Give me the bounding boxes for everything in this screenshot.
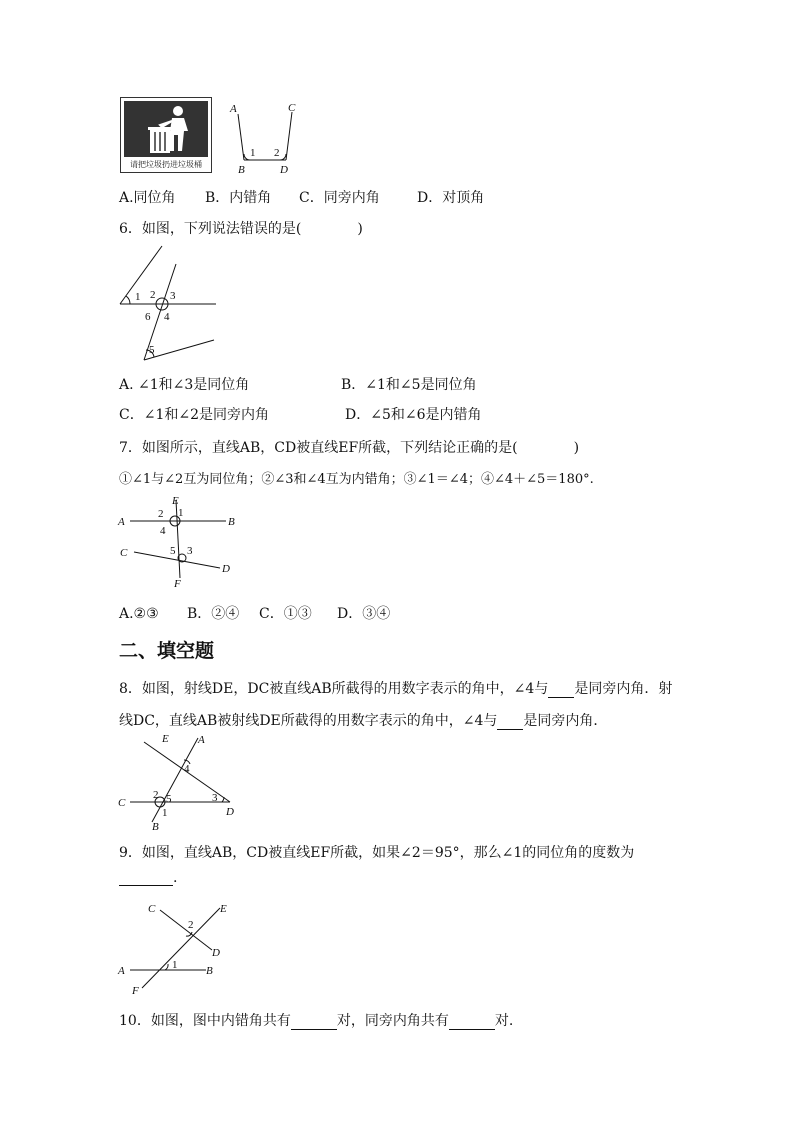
q9-line2-end: . xyxy=(173,870,178,886)
label-A: A xyxy=(118,516,125,528)
q10-blank-1[interactable] xyxy=(291,1015,337,1030)
q7-figure xyxy=(118,494,238,590)
label-E: E xyxy=(162,733,169,745)
q10-text-b: 对，同旁内角共有 xyxy=(336,1013,449,1029)
q5-figure xyxy=(228,100,298,176)
label-A: A xyxy=(198,734,205,746)
label-angle-5: 5 xyxy=(149,344,155,356)
label-angle-1: 1 xyxy=(172,959,178,971)
label-E: E xyxy=(172,495,179,507)
q9-blank[interactable] xyxy=(119,871,173,886)
q10-line xyxy=(119,1010,513,1030)
label-A: A xyxy=(118,965,125,977)
q5-option-c[interactable]: C．同旁内角 xyxy=(299,190,380,206)
label-C: C xyxy=(148,903,156,915)
q6-option-d[interactable]: D．∠5和∠6是内错角 xyxy=(345,407,482,423)
q7-options xyxy=(119,603,390,623)
label-D: D xyxy=(280,164,288,176)
q8-text-2a: 线DC，直线AB被射线DE所截得的用数字表示的角中，∠4与 xyxy=(119,713,498,729)
q8-blank-2[interactable] xyxy=(497,715,523,730)
label-angle-4: 4 xyxy=(164,311,170,323)
q10-text-c: 对. xyxy=(494,1013,514,1029)
q6-figure xyxy=(116,244,226,362)
q7-option-b[interactable]: B．②④ xyxy=(187,606,240,622)
label-angle-2: 2 xyxy=(188,919,194,931)
label-D: D xyxy=(212,947,220,959)
q6-stem: 6．如图，下列说法错误的是( ) xyxy=(119,221,363,237)
q8-figure xyxy=(118,730,248,833)
label-angle-1: 1 xyxy=(135,291,141,303)
label-angle-2: 2 xyxy=(153,789,159,801)
label-angle-4: 4 xyxy=(184,763,190,775)
label-angle-4: 4 xyxy=(160,525,166,537)
label-angle-5: 5 xyxy=(170,545,176,557)
label-B: B xyxy=(206,965,213,977)
label-D: D xyxy=(226,806,234,818)
label-D: D xyxy=(222,563,230,575)
sign-caption: 请把垃圾扔进垃圾桶 xyxy=(130,160,202,169)
q5-option-a[interactable]: A.同位角 xyxy=(119,190,176,206)
label-angle-5: 5 xyxy=(166,793,172,805)
label-B: B xyxy=(238,164,245,176)
label-angle-3: 3 xyxy=(170,290,176,302)
label-F: F xyxy=(132,985,139,997)
section-heading: 二、填空题 xyxy=(119,640,215,662)
q8-blank-1[interactable] xyxy=(548,683,574,698)
q6-option-b[interactable]: B．∠1和∠5是同位角 xyxy=(341,377,477,393)
q7-option-a[interactable]: A.②③ xyxy=(119,606,159,622)
label-C: C xyxy=(120,547,128,559)
q7-stem: 7．如图所示，直线AB，CD被直线EF所截，下列结论正确的是( ) xyxy=(119,440,580,456)
sign-pictogram xyxy=(124,101,208,157)
label-C: C xyxy=(288,102,296,114)
label-angle-3: 3 xyxy=(187,545,193,557)
q9-line2 xyxy=(119,870,177,886)
person-trash-icon xyxy=(124,101,208,157)
q6-option-a[interactable]: A. ∠1和∠3是同位角 xyxy=(119,377,250,393)
q5-option-b[interactable]: B．内错角 xyxy=(205,190,272,206)
q9-figure xyxy=(118,900,238,1000)
q8-text-1b: 是同旁内角．射 xyxy=(574,681,673,697)
q5-options xyxy=(119,187,484,207)
q10-text-a: 10．如图，图中内错角共有 xyxy=(119,1013,291,1029)
q5-option-d[interactable]: D．对顶角 xyxy=(417,190,485,206)
q8-line2 xyxy=(119,710,607,730)
q7-option-c[interactable]: C．①③ xyxy=(259,606,312,622)
label-A: A xyxy=(230,103,237,115)
label-angle-2: 2 xyxy=(150,289,156,301)
label-angle-1: 1 xyxy=(162,807,168,819)
label-angle-1: 1 xyxy=(250,147,256,159)
q8-text-2b: 是同旁内角． xyxy=(523,713,608,729)
q9-line1: 9．如图，直线AB，CD被直线EF所截，如果∠2＝95°，那么∠1的同位角的度数为 xyxy=(119,845,635,861)
label-B: B xyxy=(228,516,235,528)
label-B: B xyxy=(152,821,159,833)
q10-blank-2[interactable] xyxy=(449,1015,495,1030)
q6-options-row2 xyxy=(119,404,482,424)
label-E: E xyxy=(220,903,227,915)
q6-options-row1 xyxy=(119,374,477,394)
q8-line1 xyxy=(119,678,672,698)
label-C: C xyxy=(118,797,126,809)
q6-option-c[interactable]: C．∠1和∠2是同旁内角 xyxy=(119,407,269,423)
label-angle-6: 6 xyxy=(145,311,151,323)
label-angle-3: 3 xyxy=(212,792,218,804)
label-angle-2: 2 xyxy=(274,147,280,159)
label-angle-2: 2 xyxy=(158,508,164,520)
q8-text-1a: 8．如图，射线DE，DC被直线AB所截得的用数字表示的角中，∠4与 xyxy=(119,681,549,697)
trash-sign-image xyxy=(120,97,212,173)
label-angle-1: 1 xyxy=(178,507,184,519)
q7-option-d[interactable]: D．③④ xyxy=(337,606,391,622)
label-F: F xyxy=(174,578,181,590)
q7-statements: ①∠1与∠2互为同位角；②∠3和∠4互为内错角；③∠1＝∠4；④∠4＋∠5＝180°. xyxy=(119,472,594,487)
